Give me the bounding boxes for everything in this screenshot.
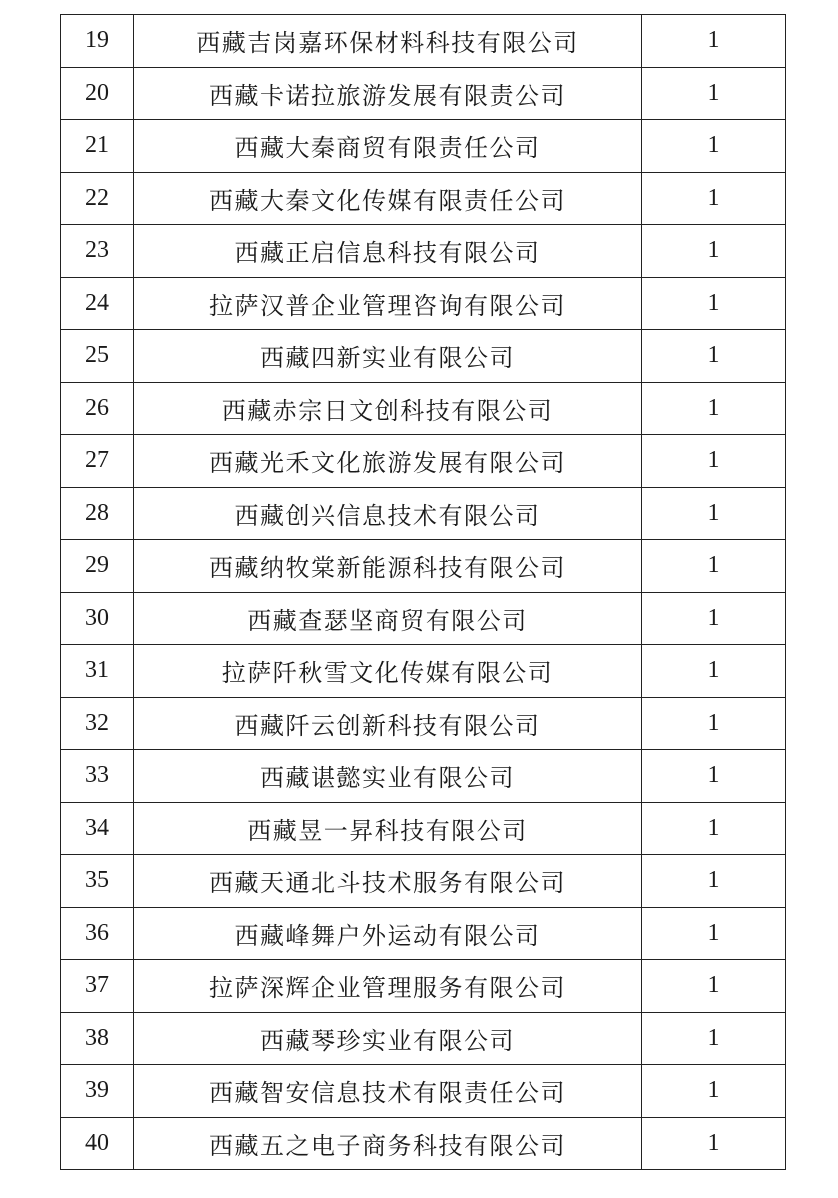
- table-row: [61, 855, 786, 908]
- table-row: [61, 120, 786, 173]
- row-number-cell: 24: [61, 277, 134, 330]
- company-name-cell: 西藏卡诺拉旅游发展有限责公司: [134, 67, 642, 120]
- table-row: [61, 67, 786, 120]
- company-table: [60, 14, 786, 1170]
- company-name-cell: 西藏四新实业有限公司: [134, 330, 642, 383]
- row-number-cell: 20: [61, 67, 134, 120]
- company-name-cell: 拉萨深辉企业管理服务有限公司: [134, 960, 642, 1013]
- company-name-cell: 西藏纳牧棠新能源科技有限公司: [134, 540, 642, 593]
- table-row: [61, 592, 786, 645]
- count-cell: 1: [642, 120, 786, 173]
- company-name-cell: 西藏光禾文化旅游发展有限公司: [134, 435, 642, 488]
- row-number-cell: 39: [61, 1065, 134, 1118]
- row-number-cell: 21: [61, 120, 134, 173]
- count-cell: 1: [642, 15, 786, 68]
- row-number-cell: 30: [61, 592, 134, 645]
- company-name-cell: 西藏赤宗日文创科技有限公司: [134, 382, 642, 435]
- row-number-cell: 19: [61, 15, 134, 68]
- count-cell: 1: [642, 907, 786, 960]
- table-row: [61, 960, 786, 1013]
- table-row: [61, 172, 786, 225]
- table-row: [61, 15, 786, 68]
- company-name-cell: 西藏智安信息技术有限责任公司: [134, 1065, 642, 1118]
- count-cell: 1: [642, 487, 786, 540]
- table-row: [61, 907, 786, 960]
- company-name-cell: 西藏天通北斗技术服务有限公司: [134, 855, 642, 908]
- count-cell: 1: [642, 382, 786, 435]
- row-number-cell: 35: [61, 855, 134, 908]
- table-row: [61, 1065, 786, 1118]
- count-cell: 1: [642, 645, 786, 698]
- company-name-cell: 西藏五之电子商务科技有限公司: [134, 1117, 642, 1170]
- table-row: [61, 277, 786, 330]
- table-row: [61, 802, 786, 855]
- table-row: [61, 697, 786, 750]
- count-cell: 1: [642, 225, 786, 278]
- company-name-cell: 西藏查瑟坚商贸有限公司: [134, 592, 642, 645]
- company-name-cell: 西藏正启信息科技有限公司: [134, 225, 642, 278]
- company-name-cell: 西藏琴珍实业有限公司: [134, 1012, 642, 1065]
- count-cell: 1: [642, 540, 786, 593]
- count-cell: 1: [642, 802, 786, 855]
- row-number-cell: 40: [61, 1117, 134, 1170]
- table-row: [61, 330, 786, 383]
- company-name-cell: 西藏创兴信息技术有限公司: [134, 487, 642, 540]
- document-sheet: [60, 14, 782, 1170]
- company-name-cell: 西藏谌懿实业有限公司: [134, 750, 642, 803]
- company-name-cell: 拉萨汉普企业管理咨询有限公司: [134, 277, 642, 330]
- row-number-cell: 25: [61, 330, 134, 383]
- row-number-cell: 32: [61, 697, 134, 750]
- company-name-cell: 拉萨阡秋雪文化传媒有限公司: [134, 645, 642, 698]
- row-number-cell: 27: [61, 435, 134, 488]
- table-row: [61, 1117, 786, 1170]
- table-row: [61, 225, 786, 278]
- count-cell: 1: [642, 1117, 786, 1170]
- count-cell: 1: [642, 330, 786, 383]
- company-name-cell: 西藏峰舞户外运动有限公司: [134, 907, 642, 960]
- table-row: [61, 1012, 786, 1065]
- count-cell: 1: [642, 435, 786, 488]
- count-cell: 1: [642, 1065, 786, 1118]
- row-number-cell: 28: [61, 487, 134, 540]
- count-cell: 1: [642, 67, 786, 120]
- row-number-cell: 38: [61, 1012, 134, 1065]
- row-number-cell: 26: [61, 382, 134, 435]
- row-number-cell: 33: [61, 750, 134, 803]
- company-name-cell: 西藏吉岗嘉环保材料科技有限公司: [134, 15, 642, 68]
- count-cell: 1: [642, 592, 786, 645]
- table-row: [61, 382, 786, 435]
- count-cell: 1: [642, 855, 786, 908]
- table-body: [61, 15, 786, 1170]
- table-row: [61, 645, 786, 698]
- company-name-cell: 西藏大秦文化传媒有限责任公司: [134, 172, 642, 225]
- row-number-cell: 23: [61, 225, 134, 278]
- count-cell: 1: [642, 172, 786, 225]
- table-row: [61, 487, 786, 540]
- count-cell: 1: [642, 750, 786, 803]
- table-row: [61, 540, 786, 593]
- table-row: [61, 435, 786, 488]
- count-cell: 1: [642, 277, 786, 330]
- company-name-cell: 西藏阡云创新科技有限公司: [134, 697, 642, 750]
- row-number-cell: 34: [61, 802, 134, 855]
- row-number-cell: 29: [61, 540, 134, 593]
- count-cell: 1: [642, 960, 786, 1013]
- table-row: [61, 750, 786, 803]
- company-name-cell: 西藏昱一昇科技有限公司: [134, 802, 642, 855]
- row-number-cell: 31: [61, 645, 134, 698]
- count-cell: 1: [642, 1012, 786, 1065]
- row-number-cell: 37: [61, 960, 134, 1013]
- count-cell: 1: [642, 697, 786, 750]
- row-number-cell: 22: [61, 172, 134, 225]
- row-number-cell: 36: [61, 907, 134, 960]
- company-name-cell: 西藏大秦商贸有限责任公司: [134, 120, 642, 173]
